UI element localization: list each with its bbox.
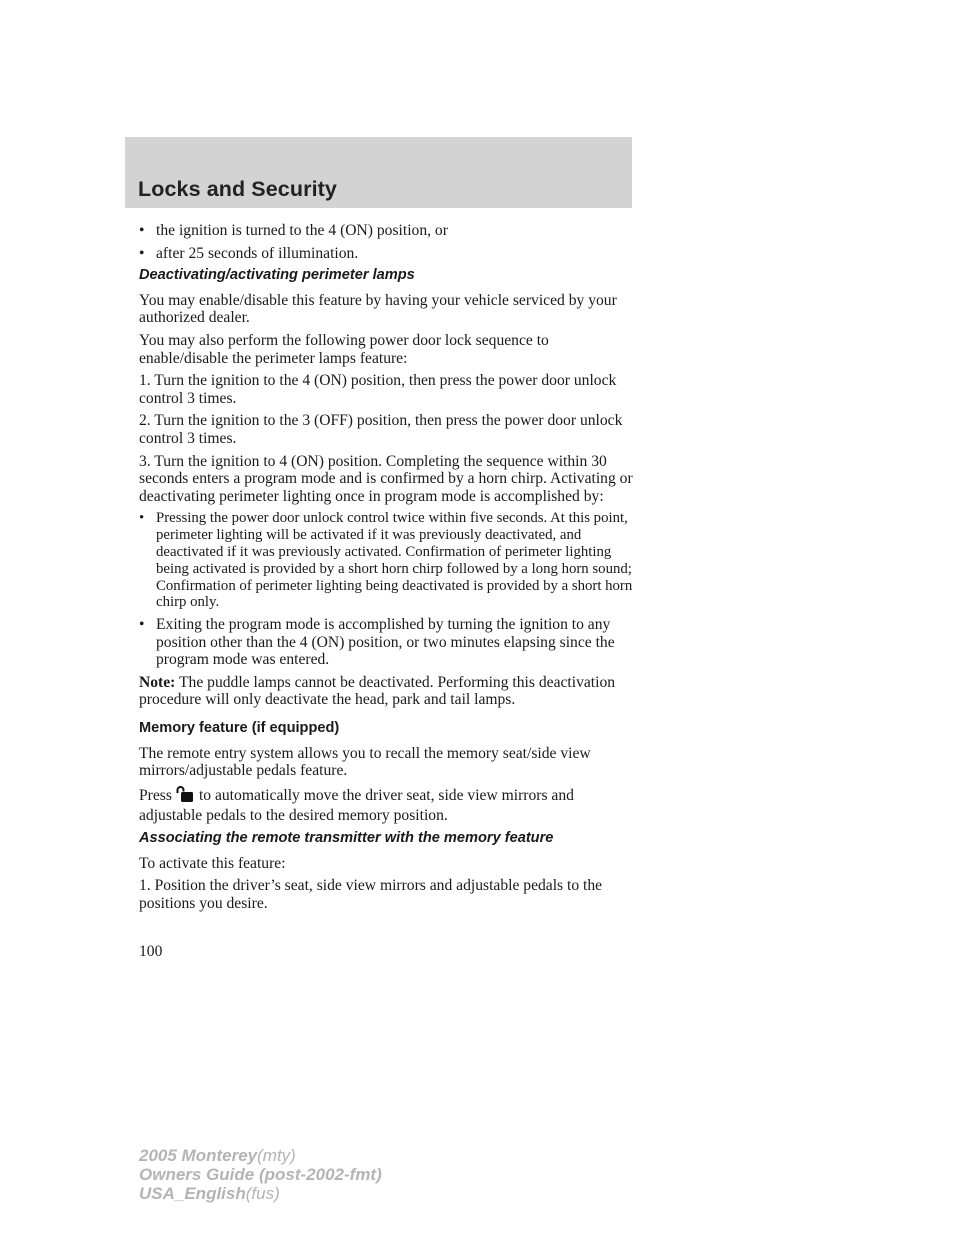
page-number: 100 [139,943,163,960]
footer-line-language [139,1184,382,1203]
unlock-icon [176,785,195,808]
bullet-text: Pressing the power door unlock control twice within five seconds. At this point, perimeter lighting will be activated if it was previously deactivated, and deactivated if it was previously activated. Confirmation of perimeter lighting being activated is provided by a short horn chirp followed by a long horn sound; Confirmation of perimeter lighting being deactivated is provided by a short horn chirp only. [156,510,633,611]
paragraph: You may also perform the following power door lock sequence to enable/disable the perimeter lamps feature: [139,331,549,367]
press-suffix: to automatically move the driver seat, side view mirrors and adjustable pedals to the desired memory position. [139,786,574,825]
bullet-item [139,222,639,240]
bullet-icon: • [139,222,145,239]
footer-language-code: (fus) [245,1184,280,1203]
section-header-band [125,137,632,208]
bullet-item [139,245,639,263]
note-label: Note: [139,673,176,691]
bullet-item [139,616,639,669]
paragraph: The remote entry system allows you to recall the memory seat/side view mirrors/adjustable pedals feature. [139,744,591,780]
step-3: 3. Turn the ignition to 4 (ON) position. Completing the sequence within 30 seconds enters a program mode and is confirmed by a horn chirp. Activating or deactivating perimeter lighting once in program mode is accomplished by: [139,452,633,505]
bullet-icon: • [139,616,145,634]
footer-model-code: (mty) [257,1146,296,1165]
step-2: 2. Turn the ignition to the 3 (OFF) position, then press the power door unlock control 3 times. [139,412,623,447]
footer-watermark [139,1146,382,1203]
footer-line-guide [139,1165,382,1184]
perimeter-heading: Deactivating/activating perimeter lamps [139,267,415,284]
bullet-icon: • [139,244,145,262]
paragraph: You may enable/disable this feature by having your vehicle serviced by your authorized dealer. [139,291,617,327]
page-content [139,222,639,917]
bullet-text: after 25 seconds of illumination. [156,244,359,262]
press-prefix: Press [139,786,172,804]
bullet-text: the ignition is turned to the 4 (ON) position, or [156,222,448,239]
footer-language: USA_English [139,1184,246,1203]
paragraph: To activate this feature: [139,854,286,872]
associating-heading: Associating the remote transmitter with the memory feature [139,830,554,847]
press-instruction [139,785,639,825]
footer-model: 2005 Monterey [139,1146,258,1165]
note-text: The puddle lamps cannot be deactivated. Performing this deactivation procedure will only deactivate the head, park and tail lamps. [139,673,616,709]
step-1: 1. Position the driver’s seat, side view mirrors and adjustable pedals to the positions you desire. [139,877,603,912]
bullet-icon: • [139,510,145,527]
note [139,674,639,709]
bullet-text: Exiting the program mode is accomplished by turning the ignition to any position other than the 4 (ON) position, or two minutes elapsing since the program mode was entered. [156,616,615,669]
bullet-item [139,510,639,611]
footer-guide: Owners Guide (post-2002-fmt) [139,1165,382,1184]
section-title: Locks and Security [138,177,337,201]
step-1: 1. Turn the ignition to the 4 (ON) position, then press the power door unlock control 3 times. [139,372,617,407]
footer-line-model [139,1146,382,1165]
memory-heading: Memory feature (if equipped) [139,720,340,737]
